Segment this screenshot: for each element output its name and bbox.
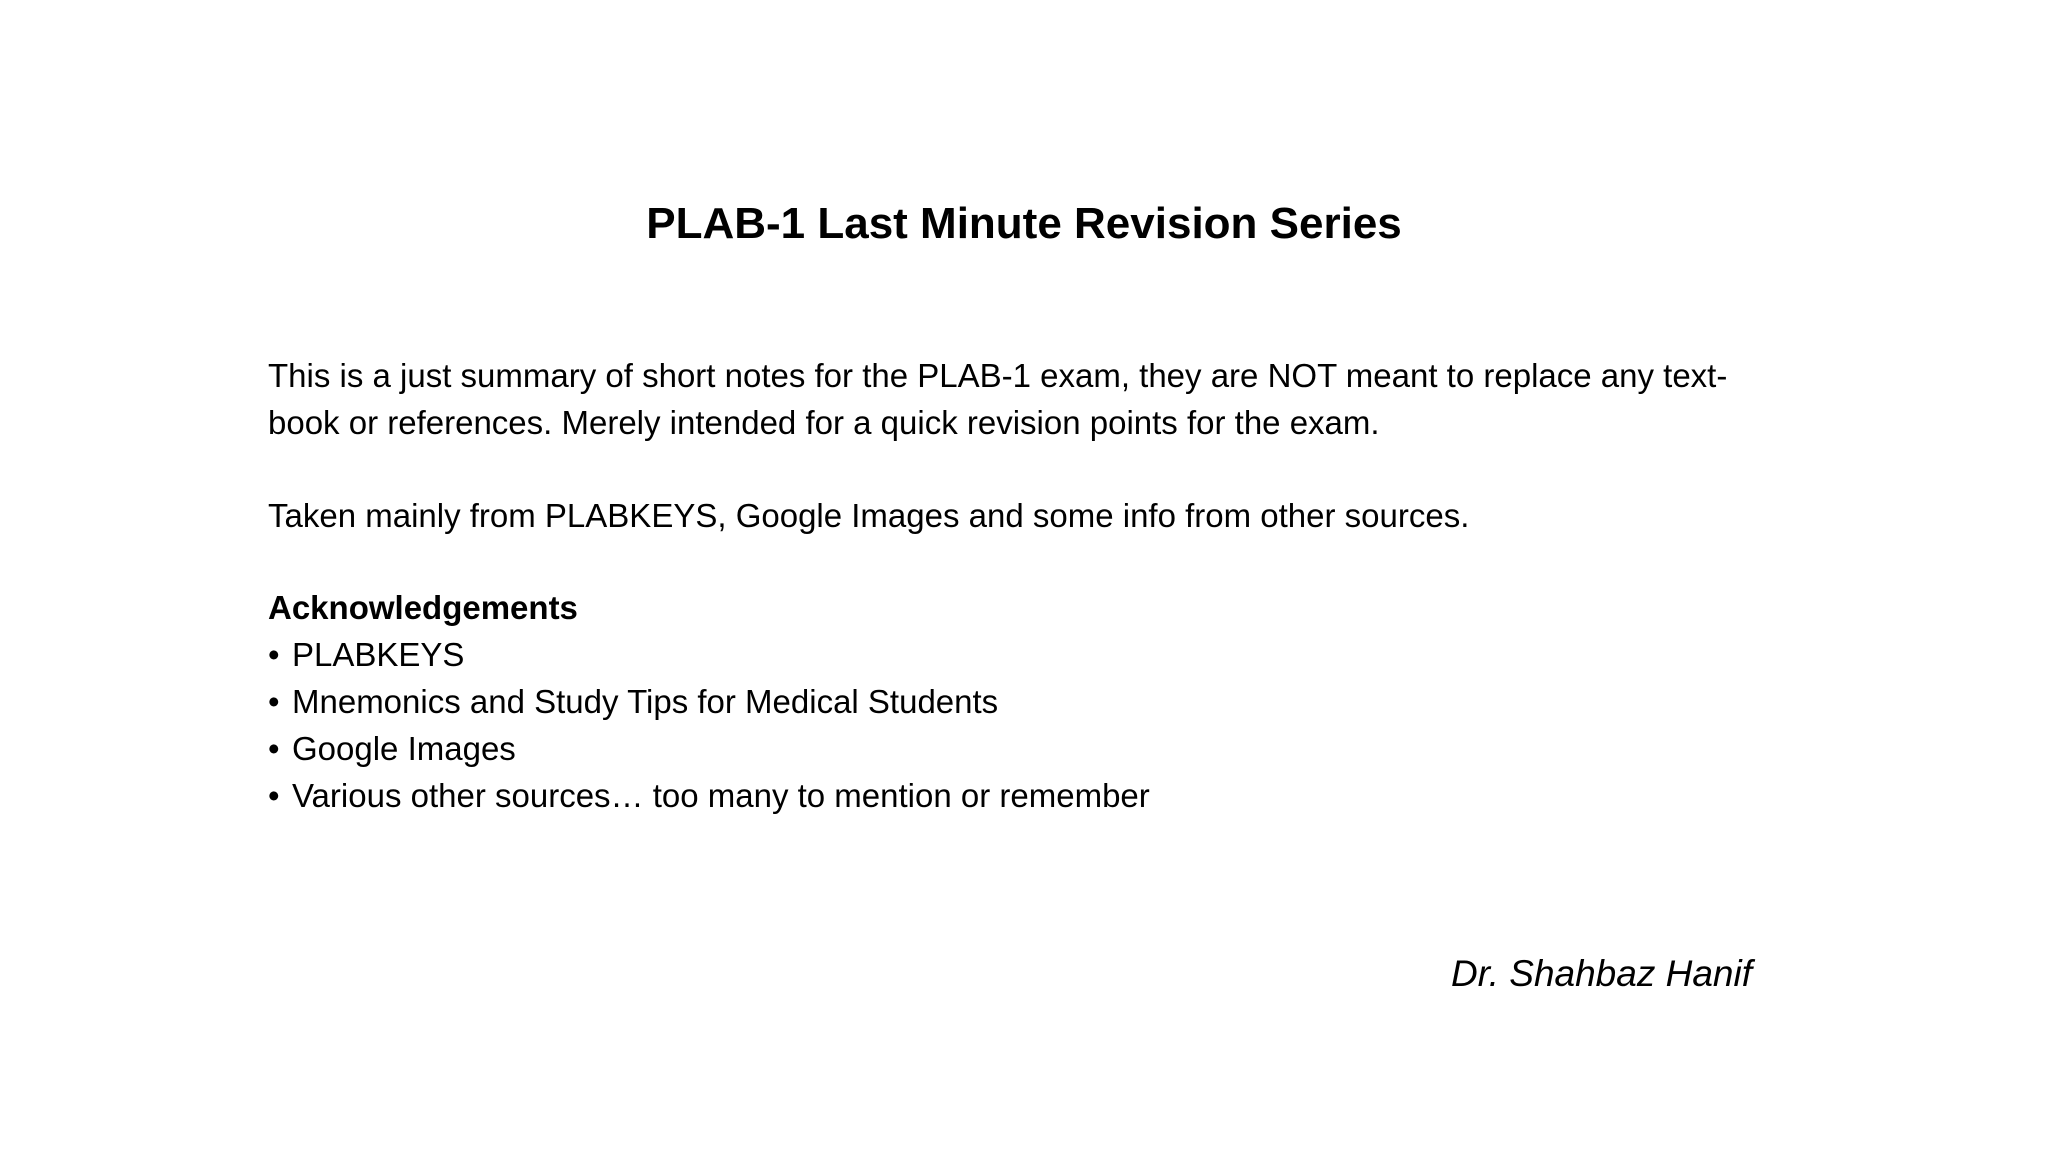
acknowledgements-list: [268, 631, 1150, 819]
list-item: [268, 772, 1150, 819]
list-item-text: Google Images: [292, 730, 516, 767]
intro-paragraph: This is a just summary of short notes for the PLAB-1 exam, they are NOT meant to replace any text-book or references. Merely intended for a quick revision points for the exam.: [268, 357, 1728, 441]
list-item: [268, 725, 1150, 772]
acknowledgements-heading: Acknowledgements: [268, 589, 578, 626]
list-item: [268, 631, 1150, 678]
list-item: [268, 678, 1150, 725]
list-item-text: PLABKEYS: [292, 636, 465, 673]
author-name: Dr. Shahbaz Hanif: [1451, 953, 1752, 994]
bullet-icon: •: [268, 683, 280, 720]
slide-title: PLAB-1 Last Minute Revision Series: [646, 199, 1402, 248]
list-item-text: Various other sources… too many to mention or remember: [292, 777, 1150, 814]
sources-paragraph: Taken mainly from PLABKEYS, Google Images and some info from other sources.: [268, 497, 1470, 534]
bullet-icon: •: [268, 636, 280, 673]
list-item-text: Mnemonics and Study Tips for Medical Students: [292, 683, 999, 720]
bullet-icon: •: [268, 777, 280, 814]
bullet-icon: •: [268, 730, 280, 767]
